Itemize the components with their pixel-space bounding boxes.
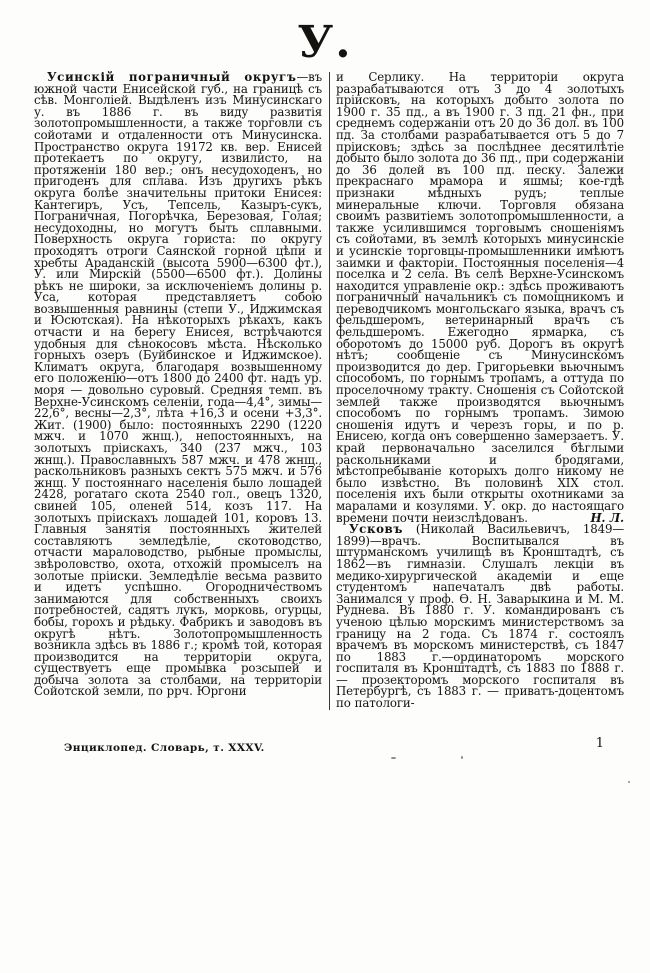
left-column (34, 72, 322, 710)
right-column (336, 72, 624, 710)
entry-headword-usinsky: Усинскій пограничный округъ (47, 70, 297, 84)
section-letter-heading: У. (297, 17, 353, 68)
entry-usinsky-text-right: и Серлику. На территоріи округа разрабатываются отъ 3 до 4 золотыхъ пріисковъ, на которыхъ добыто золота по 1900 г. 35 пд., а въ 1900 г. 3 пд. 21 фн., при среднемъ содержаніи отъ 20 до 36 дол. въ 100 пд. За столбами разрабатывается отъ 5 до 7 пріисковъ; здѣсь за послѣднее десятилѣтіе добыто было золота до 36 пд., при содержаніи до 36 долей въ 100 пд. песку. Залежи прекраснаго мрамора и яшмы; кое-гдѣ признаки мѣдныхъ рудъ; теплые минеральные ключи. Торговля обязана своимъ развитіемъ золотопромышленности, а также усилившимся торговымъ сношеніямъ съ сойотами, въ землѣ которыхъ минусинскіе и усинскіе торговцы-промышленники имѣютъ заимки и факторіи. Постоянныя поселенія—4 поселка и 2 села. Въ селѣ Верхне-Усинскомъ находится управленіе окр.: здѣсь проживаютъ пограничный начальникъ съ помощникомъ и переводчикомъ монгольскаго языка, врачъ съ фельдшеромъ, ветеринарный врачъ съ фельдшеромъ. Ежегодно ярмарка, съ оборотомъ до 15000 руб. Дорогъ въ округѣ нѣтъ; сообщеніе съ Минусинскомъ производится до дер. Григорьевки вьючнымъ способомъ, по горнымъ тропамъ, а оттуда по проселочному тракту. Сношенія съ Сойотской землей также производятся вьючнымъ способомъ по горнымъ тропамъ. Зимою сношенія идутъ и черезъ горы, и по р. Енисею, когда онъ совершенно замерзаетъ. У. край первоначально заселился бѣглыми раскольниками и бродягами, мѣстопребываніе которыхъ долго никому не было извѣстно. Въ половинѣ XIX стол. поселенія ихъ были открыты охотниками за маралами и козулями. У. окр. до настоящаго времени почти неизслѣдованъ. (336, 70, 624, 525)
text-columns (0, 72, 650, 710)
scan-speck (391, 757, 396, 759)
column-divider-rule (329, 72, 330, 710)
scan-speck (461, 756, 463, 759)
entry-uskov (336, 524, 624, 710)
entry-usinsky-text-left: —въ южной части Енисейской губ., на границѣ съ сѣв. Монголіей. Выдѣленъ изъ Минусинскаго у. въ 1886 г. въ виду развитія золотопромышленности, а также торговли съ сойотами и отдаленности отъ Минусинска. Пространство округа 19172 кв. вер. Енисей протекаетъ по округу, извилисто, на протяженіи 180 вер.; онъ несудоходенъ, но пригоденъ для сплава. Изъ другихъ рѣкъ округа болѣе значительны притоки Енисея: Кантегиръ, Усъ, Тепсель, Казыръ-сукъ, Пограничная, Погорѣчка, Березовая, Голая; несудоходны, но могутъ быть сплавными. Поверхность округа гориста: по округу проходятъ отроги Саянской горной цѣпи и хребты Араданскій (высота 5900—6300 фт.), У. или Мирскій (5500—6500 фт.). Долины рѣкъ не широки, за исключеніемъ долины р. Уса, которая представляетъ собою возвышенныя равнины (степи У., Иджимская и Юсютская). На нѣкоторыхъ рѣкахъ, какъ отчасти и на берегу Енисея, встрѣчаются удобныя для сѣнокосовъ мѣста. Нѣсколько горныхъ озеръ (Буйбинское и Иджимское). Климатъ округа, благодаря возвышенному его положенію—отъ 1800 до 2400 фт. надъ ур. моря — довольно суровый. Средняя темп. въ Верхне-Усинскомъ селеніи, года—4,4°, зимы—22,6°, весны—2,3°, лѣта +16,3 и осени +3,3°. Жит. (1900) было: постоянныхъ 2290 (1220 мжч. и 1070 жнщ.), непостоянныхъ, на золотыхъ пріискахъ, 340 (237 мжч., 103 жнщ.). Православныхъ 587 мжч. и 478 жнщ., раскольниковъ разныхъ сектъ 575 мжч. и 576 жнщ. У постояннаго населенія было лошадей 2428, рогатаго скота 2540 гол., овецъ 1320, свиней 105, оленей 514, козъ 117. На золотыхъ пріискахъ лошадей 101, коровъ 13. Главныя занятія постоянныхъ жителей составляютъ земледѣліе, скотоводство, отчасти мараловодство, рыбные промыслы, звѣроловство, охота, отхожій промыселъ на золотые пріиски. Земледѣліе весьма развито и идетъ успѣшно. Огородничествомъ занимаются для собственныхъ своихъ потребностей, садятъ лукъ, морковь, огурцы, бобы, горохъ и рѣдьку. Фабрикъ и заводовъ въ округѣ нѣтъ. Золотопромышленность возникла здѣсь въ 1886 г.; кромѣ той, которая производится на территоріи округа, существуетъ еще промывка розсыпей и добыча золота за столбами, на территоріи Сойотской земли, по ррч. Юргони (34, 70, 322, 699)
entry-headword-uskov: Усковъ (349, 522, 403, 537)
author-signature: Н. Л. (590, 510, 624, 525)
volume-imprint: Энциклопед. Словарь, т. XXXV. (64, 742, 265, 754)
scan-speck (628, 781, 630, 783)
entry-uskov-text: (Николай Васильевичъ, 1849—1899)—врачъ. Воспитывался въ штурманскомъ училищѣ въ Кронштадтѣ, съ 1862—въ гимназіи. Слушалъ лекціи въ медико-хирургической академіи и еще студентомъ напечаталъ двѣ работы. Занимался у проф. Ѳ. Н. Заварыкина и М. М. Руднева. Въ 1880 г. У. командированъ съ ученою цѣлью морскимъ министерствомъ за границу на 2 года. Съ 1874 г. состоялъ врачемъ въ морскомъ министерствѣ, съ 1847 по 1883 г.—ординаторомъ морского госпиталя въ Кронштадтѣ, съ 1883 по 1888 г. — прозекторомъ морского госпиталя въ Петербургѣ, съ 1883 г. — приватъ-доцентомъ по патологи- (336, 522, 624, 711)
entry-usinsky (34, 72, 322, 698)
page-number: 1 (595, 736, 604, 751)
entry-usinsky-continuation (336, 72, 624, 524)
